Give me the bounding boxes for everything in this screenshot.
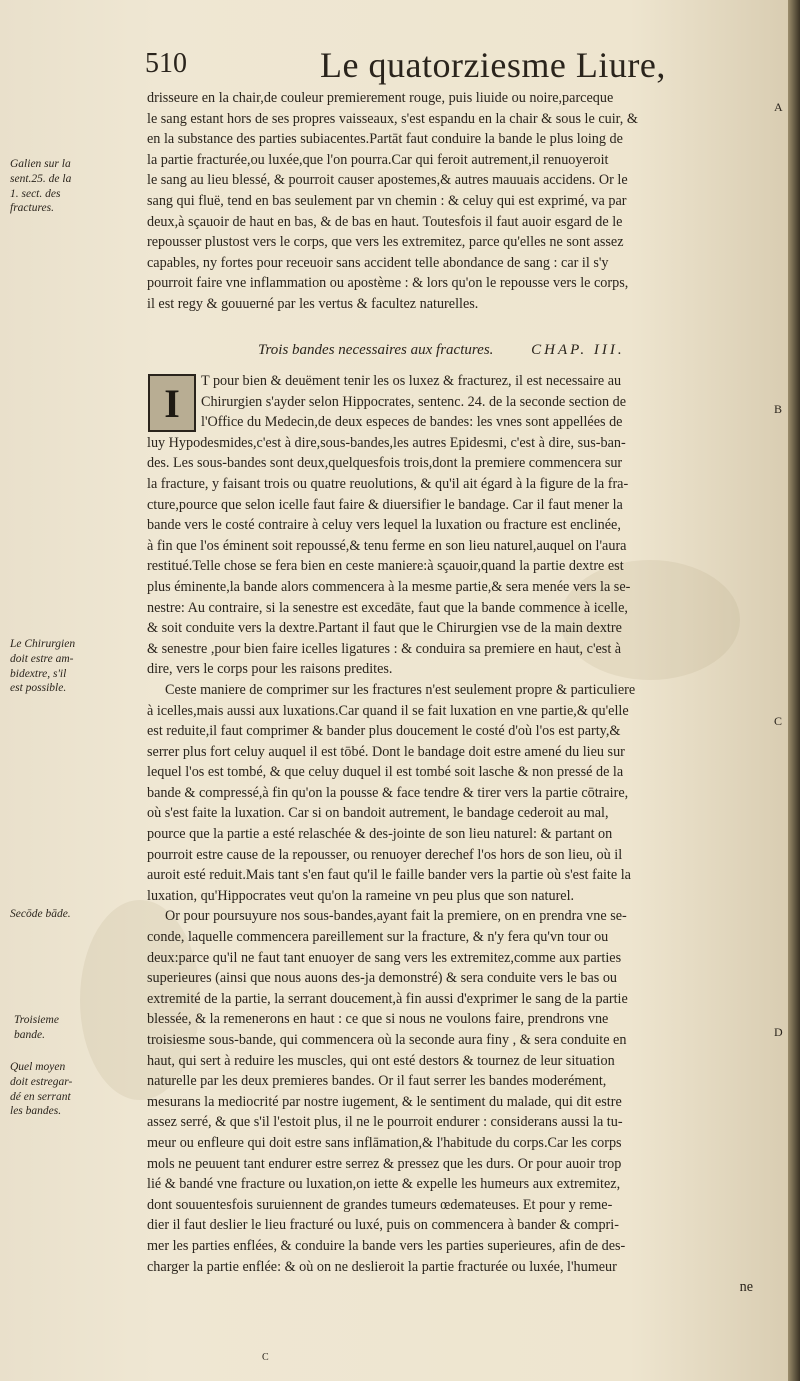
- text-line: la fracture, y faisant trois ou quatre reuolutions, & qu'il ait égard à la figure de la fra-: [147, 475, 629, 492]
- running-title: Le quatorziesme Liure,: [320, 45, 666, 85]
- margin-note-line: sent.25. de la: [10, 172, 72, 185]
- text-line: Ceste maniere de comprimer sur les fractures n'est seulement propre & particuliere: [165, 681, 636, 698]
- chapter-body: [147, 371, 767, 1298]
- text-line: il est regy & gouuerné par les vertus & facultez naturelles.: [147, 295, 479, 312]
- text-line: meur ou enfleure qui doit estre sans inflāmation,& l'habitude du corps.Car les corps: [147, 1134, 622, 1151]
- chapter-heading: [258, 342, 625, 359]
- page-edge: [788, 0, 800, 1381]
- text-line: & soit conduite vers la dextre.Partant il faut que le Chirurgien vse de la main dextre: [147, 620, 622, 637]
- text-line: mesurans la mediocrité par nostre iugement, & le sentiment du malade, qui dit estre: [147, 1093, 622, 1110]
- text-line: Chirurgien s'ayder selon Hippocrates, sentenc. 24. de la seconde section de: [201, 393, 627, 410]
- text-line: cture,pource que selon icelle faut faire & diuersifier le bandage. Car il faut mener la: [147, 496, 623, 513]
- margin-note-line: fractures.: [10, 202, 54, 215]
- margin-note-line: bande.: [14, 1028, 45, 1041]
- chapter-number: CHAP. III.: [531, 342, 625, 358]
- text-line: deux:parce qu'il ne faut tant enuoyer de sang vers les extremitez,comme aux parties: [147, 949, 622, 966]
- text-line: troisiesme sous-bande, qui commencera où la seconde aura finy , & sera conduite en: [147, 1032, 627, 1048]
- text-line: bande vers le costé contraire à celuy vers lequel la luxation ou fracture est enclinée,: [147, 517, 621, 534]
- page-number: 510: [145, 48, 187, 79]
- text-line: la partie fracturée,ou luxée,que l'on pourra.Car qui feroit autrement,il renuoyeroit: [147, 151, 609, 168]
- margin-note-line: Galien sur la: [10, 158, 71, 170]
- text-line: des. Les sous-bandes sont deux,quelquesfois trois,dont la premiere commencera sur: [147, 455, 623, 472]
- text-line: à fin que l'os éminent soit repoussé,& tenu ferme en son lieu naturel,auquel on l'aura: [147, 537, 627, 554]
- text-line: l'Office du Medecin,de deux especes de bandes: les vnes sont appellées de: [201, 414, 623, 431]
- text-line: pourroit estre cause de la repousser, ou renuoyer derechef l'os hors de son lieu, où il: [147, 846, 623, 863]
- text-line: mer les parties enflées, & conduire la bande vers les parties superieures, afin de des-: [147, 1237, 626, 1254]
- margin-note-line: doit estregar-: [10, 1075, 73, 1088]
- text-line: est reduite,il faut comprimer & bander plus doucement le costé d'où l'os est party,&: [147, 723, 621, 740]
- margin-note-line: 1. sect. des: [10, 187, 61, 200]
- margin-note-line: Quel moyen: [10, 1061, 66, 1073]
- margin-note-galien: [10, 157, 71, 216]
- text-line: dire, vers le corps pour les raisons predites.: [147, 661, 393, 678]
- margin-note-chirurgien: [10, 637, 75, 696]
- margin-note-quel-moyen: [10, 1060, 72, 1119]
- text-line: superieures (ainsi que nous auons des-ja demonstré) & sera conduite vers le bas ou: [147, 970, 618, 987]
- text-line: capables, ny fortes pour receuoir sans accident telle abondance de sang : car il s'y: [147, 254, 609, 271]
- initial-letter: I: [164, 380, 180, 426]
- text-line: dier il faut deslier le lieu fracturé ou luxé, puis on commencera à bander & compri-: [147, 1217, 619, 1234]
- text-line: nestre: Au contraire, si la senestre est excedāte, faut que la bande commence à icelle,: [147, 599, 628, 616]
- margin-note-seconde: [10, 907, 71, 922]
- text-line: blessée, & la remenerons en haut : ce que si nous ne voulons faire, prendrons vne: [147, 1011, 609, 1028]
- chapter-title: Trois bandes necessaires aux fractures.: [258, 342, 494, 358]
- margin-note-troisieme: [14, 1013, 59, 1043]
- paragraph-continuation: [147, 88, 767, 315]
- text-line: le sang au lieu blessé, & pourroit causer apostemes,& autres mauuais accidens. Or le: [147, 172, 628, 189]
- section-mark-c: C: [774, 714, 783, 728]
- text-line: pourroit faire vne inflammation ou apostème : & lors qu'on le repousse vers le corps,: [147, 275, 629, 292]
- section-mark-d: D: [774, 1025, 783, 1039]
- text-line: repousser plustost vers le corps, que vers les extremitez, parce qu'elles ne sont assez: [147, 234, 624, 251]
- margin-note-line: Secōde bāde.: [10, 908, 71, 920]
- margin-note-line: les bandes.: [10, 1105, 62, 1118]
- text-line: drisseure en la chair,de couleur premierement rouge, puis liuide ou noire,parceque: [147, 90, 614, 106]
- text-line: à icelles,mais aussi aux luxations.Car quand il se fait luxation en vne partie,& qu'elle: [147, 702, 629, 719]
- margin-note-line: est possible.: [10, 682, 67, 695]
- text-line: extremité de la partie, la serrant doucement,à fin aussi d'exprimer le sang de la partie: [147, 990, 628, 1007]
- text-line: conde, laquelle commencera pareillement sur la fracture, & n'y fera qu'vn tour ou: [147, 929, 609, 946]
- text-line: assez serré, & que s'il l'estoit plus, il ne le pourroit endurer : considerans aussi la tu-: [147, 1114, 623, 1131]
- text-line: luy Hypodesmides,c'est à dire,sous-bandes,les autres Epidesmi, c'est à dire, sus-ban-: [147, 434, 626, 451]
- margin-note-line: dé en serrant: [10, 1090, 71, 1103]
- text-line: auroit esté reduit.Mais tant s'en faut qu'il le faille bander vers la partie où s'est faite la: [147, 867, 631, 884]
- text-line: luxation, qu'Hippocrates veut qu'on la rameine vn peu plus que son naturel.: [147, 887, 575, 904]
- text-line: deux,à sçauoir de haut en bas, & de bas en haut. Toutesfois il faut auoir esgard de le: [147, 213, 623, 230]
- section-mark-b: B: [774, 402, 783, 416]
- text-line: restitué.Telle chose se fera bien en ceste maniere:à sçauoir,quand la partie dextre est: [147, 558, 624, 575]
- margin-note-line: doit estre am-: [10, 652, 74, 665]
- text-line: charger la partie enflée: & où on ne deslieroit la partie fracturée ou luxée, l'humeur: [147, 1258, 617, 1275]
- text-line: lequel l'os est tombé, & que celuy duquel il est tombé soit lasche & non pressé de la: [147, 764, 624, 781]
- text-line: T pour bien & deuëment tenir les os luxez & fracturez, il est necessaire au: [201, 373, 622, 389]
- margin-note-line: bidextre, s'il: [10, 667, 67, 680]
- text-line: lié & bandé vne fracture ou luxation,on iette & expelle les humeurs aux extremitez,: [147, 1176, 621, 1193]
- text-line: haut, qui sert à reduire les muscles, qui ont esté destors & tournez de leur situation: [147, 1052, 615, 1069]
- text-line: en la substance des parties subiacentes.Partāt faut conduire la bande le plus loing de: [147, 131, 623, 148]
- running-header: [145, 44, 705, 94]
- text-line: le sang estant hors de ses propres vaisseaux, s'est espandu en la chair & sous le cuir, &: [147, 110, 638, 127]
- text-line: sang qui fluë, tend en bas seulement par vn chemin : & celuy qui est exprimé, va par: [147, 192, 627, 209]
- text-line: plus éminente,la bande alors commencera à la mesme partie,& sera menée vers la se-: [147, 578, 631, 595]
- text-line: dont souuentesfois suruiennent de grandes tumeurs œdemateuses. Et pour y reme-: [147, 1196, 613, 1213]
- text-line: bande & compressé,à fin qu'on la pousse & face tendre & tirer vers la partie cōtraire,: [147, 784, 629, 801]
- section-mark-a: A: [774, 100, 783, 114]
- text-line: pource que la partie a esté relaschée & des-jointe de son lieu naturel: & partant on: [147, 826, 613, 843]
- margin-note-line: Troisieme: [14, 1014, 59, 1026]
- text-line: mols ne peuuent tant endurer estre serrez & pressez que les durs. Or pour auoir trop: [147, 1155, 622, 1172]
- text-line: Or pour poursuyure nos sous-bandes,ayant fait la premiere, on en prendra vne se-: [165, 908, 627, 925]
- signature-mark: C: [262, 1352, 269, 1363]
- catchword: ne: [739, 1279, 753, 1296]
- text-line: serrer plus fort celuy auquel il est tōbé. Dont le bandage doit estre amené du lieu sur: [147, 743, 625, 760]
- text-line: où s'est faite la luxation. Car si on bandoit autrement, le bandage cederoit au mal,: [147, 805, 609, 822]
- text-line: & senestre ,pour bien faire icelles ligatures : & conduira sa premiere en haut, c'est à: [147, 640, 622, 657]
- margin-note-line: Le Chirurgien: [10, 638, 76, 650]
- text-line: naturelle par les deux premieres bandes. Or il faut serrer les bandes moderément,: [147, 1073, 607, 1090]
